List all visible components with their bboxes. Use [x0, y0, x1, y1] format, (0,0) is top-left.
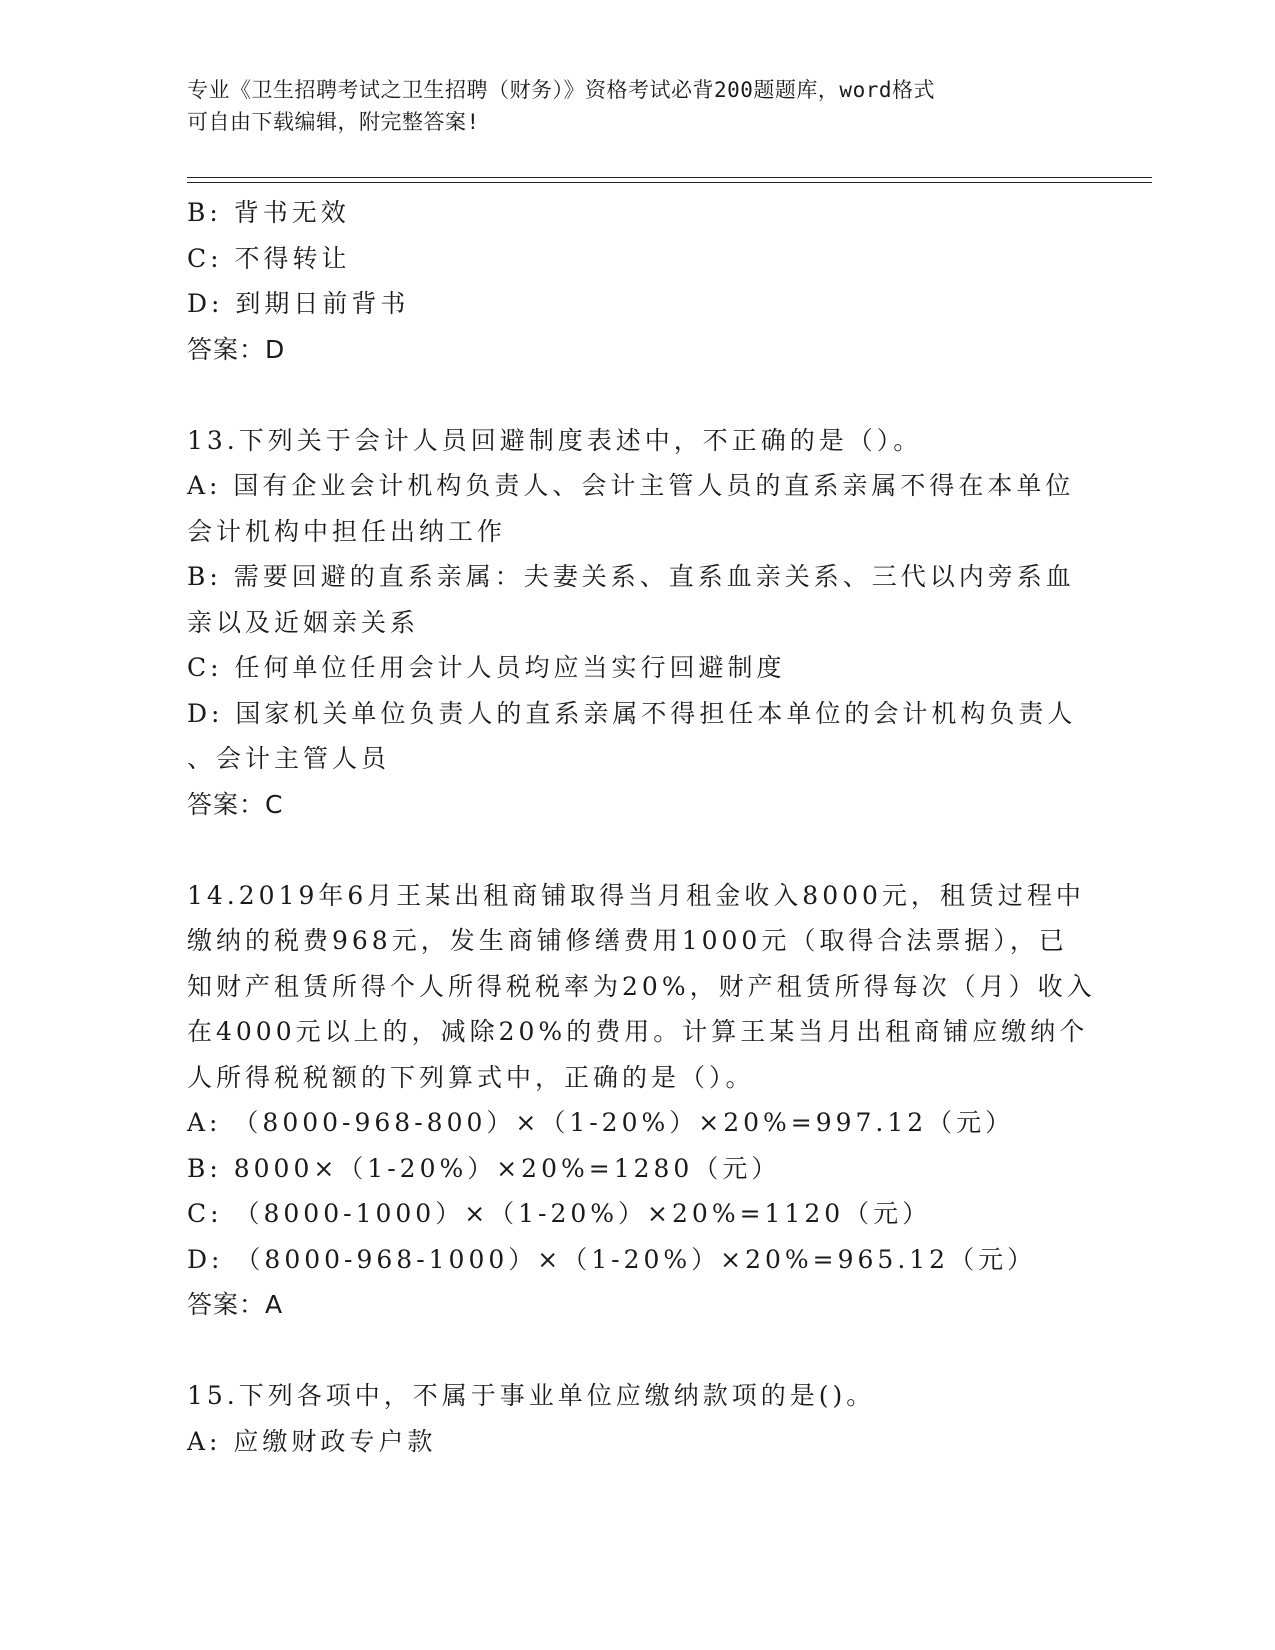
q14-stem-line-1: 14.2019年6月王某出租商铺取得当月租金收入8000元，租赁过程中 — [187, 880, 1085, 910]
q14-answer: 答案：A — [187, 1290, 284, 1319]
q14-option-c: C: （8000-1000）×（1-20%）×20%=1120（元） — [187, 1199, 932, 1228]
q14-option-a: A: （8000-968-800）×（1-20%）×20%=997.12（元） — [187, 1108, 1015, 1137]
q14-stem-line-2: 缴纳的税费968元，发生商铺修缮费用1000元（取得合法票据），已 — [187, 926, 1068, 955]
document-header — [187, 74, 1087, 138]
q13-option-a-line-1: A: 国有企业会计机构负责人、会计主管人员的直系亲属不得在本单位 — [187, 471, 1075, 500]
q13-option-c: C: 任何单位任用会计人员均应当实行回避制度 — [187, 653, 786, 682]
q14-stem-line-5: 人所得税税额的下列算式中，正确的是（）。 — [187, 1062, 755, 1092]
q13-stem: 13.下列关于会计人员回避制度表述中，不正确的是（）。 — [187, 425, 923, 455]
q14-stem-line-4: 在4000元以上的，减除20%的费用。计算王某当月出租商铺应缴纳个 — [187, 1017, 1089, 1046]
q13-option-d-line-2: 、会计主管人员 — [187, 744, 391, 773]
spacer — [187, 372, 1087, 418]
q13-option-d-line-1: D: 国家机关单位负责人的直系亲属不得担任本单位的会计机构负责人 — [187, 698, 1077, 728]
q14-stem-line-3: 知财产租赁所得个人所得税税率为20%，财产租赁所得每次（月）收入 — [187, 971, 1096, 1001]
q12-option-d: D: 到期日前背书 — [187, 289, 410, 318]
q12-option-b: B: 背书无效 — [187, 198, 350, 227]
spacer — [187, 1328, 1087, 1374]
q13-option-b-line-2: 亲以及近姻亲关系 — [187, 607, 420, 637]
q13-option-a-line-2: 会计机构中担任出纳工作 — [187, 516, 507, 546]
document-body — [187, 190, 1096, 1464]
header-divider — [187, 177, 1152, 183]
q13-answer: 答案：C — [187, 789, 284, 819]
header-line-2: 可自由下载编辑，附完整答案! — [187, 110, 480, 134]
q13-option-b-line-1: B: 需要回避的直系亲属：夫妻关系、直系血亲关系、三代以内旁系血 — [187, 562, 1075, 591]
q14-option-b: B: 8000×（1-20%）×20%=1280（元） — [187, 1153, 781, 1183]
q15-option-a: A: 应缴财政专户款 — [187, 1426, 437, 1456]
q12-answer: 答案：D — [187, 334, 286, 364]
q12-option-c: C: 不得转让 — [187, 243, 351, 273]
spacer — [187, 827, 1087, 873]
q15-stem: 15.下列各项中，不属于事业单位应缴纳款项的是()。 — [187, 1381, 876, 1410]
q14-option-d: D: （8000-968-1000）×（1-20%）×20%=965.12（元） — [187, 1244, 1037, 1274]
header-line-1: 专业《卫生招聘考试之卫生招聘（财务）》资格考试必背200题题库，word格式 — [187, 78, 935, 102]
